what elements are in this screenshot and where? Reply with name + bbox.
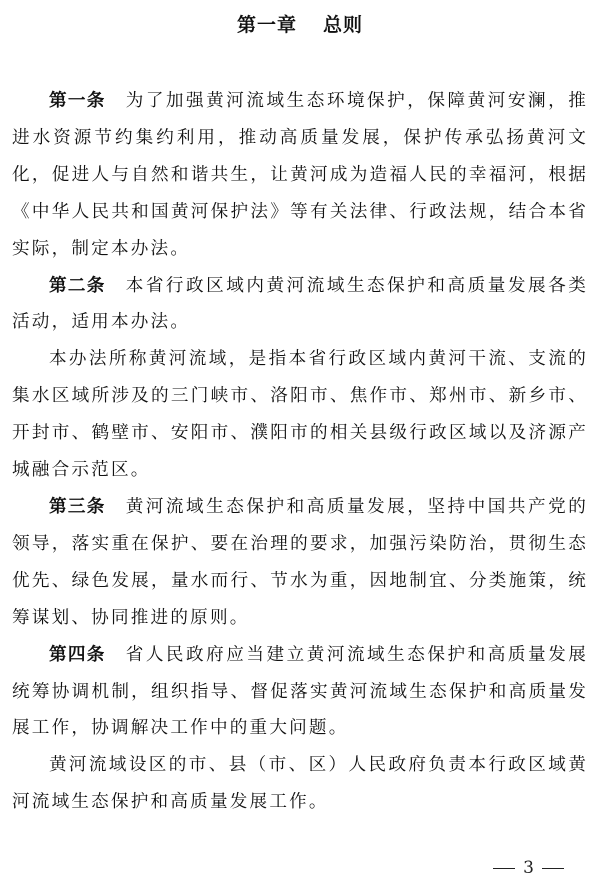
page-number-right-dash [542,868,564,869]
document-body [12,83,588,821]
chapter-number: 第一章 [236,14,297,36]
article-4 [12,637,588,748]
article-2 [12,268,588,342]
page-number [485,858,572,878]
article-4-text: 省人民政府应当建立黄河流域生态保护和高质量发展统筹协调机制，组织指导、督促落实黄河流域生态保护和高质量发展工作，协调解决工作中的重大问题。 [12,644,588,739]
article-2-paragraph-2: 本办法所称黄河流域，是指本省行政区域内黄河干流、支流的集水区域所涉及的三门峡市、洛阳市、焦作市、郑州市、新乡市、开封市、鹤壁市、安阳市、濮阳市的相关县级行政区域以及济源产城融合示范区。 [12,349,588,481]
article-2-text: 本省行政区域内黄河流域生态保护和高质量发展各类活动，适用本办法。 [12,275,588,333]
article-1-label: 第一条 [48,91,106,111]
chapter-heading [0,10,600,37]
article-1-text: 为了加强黄河流域生态环境保护，保障黄河安澜，推进水资源节约集约利用，推动高质量发展，保护传承弘扬黄河文化，促进人与自然和谐共生，让黄河成为造福人民的幸福河，根据《中华人民共和国黄河保护法》等有关法律、行政法规，结合本省实际，制定本办法。 [12,91,588,259]
article-1 [12,83,588,268]
article-4-label: 第四条 [48,644,106,665]
page-number-left-dash [493,868,515,869]
article-4-paragraph-2: 黄河流域设区的市、县（市、区）人民政府负责本行政区域黄河流域生态保护和高质量发展工作。 [12,755,588,813]
article-3 [12,489,588,637]
chapter-title: 总则 [323,14,364,36]
article-3-text: 黄河流域生态保护和高质量发展，坚持中国共产党的领导，落实重在保护、要在治理的要求，加强污染防治，贯彻生态优先、绿色发展，量水而行、节水为重，因地制宜、分类施策，统筹谋划、协同推进的原则。 [12,496,588,628]
article-2-label: 第二条 [48,275,106,296]
page-number-value: 3 [523,858,534,878]
article-3-label: 第三条 [48,496,106,517]
